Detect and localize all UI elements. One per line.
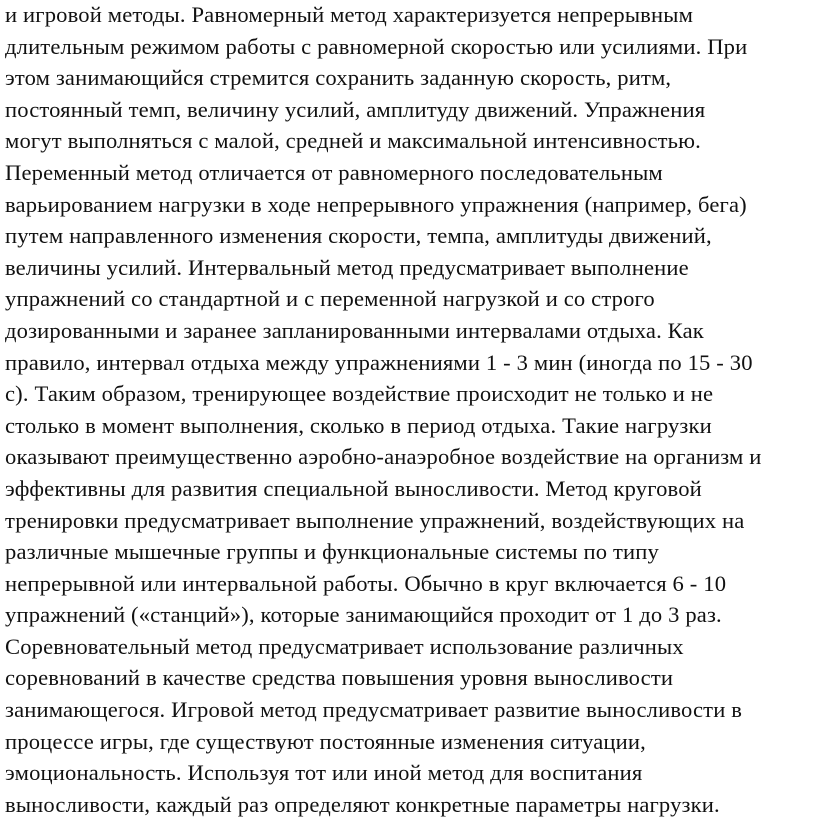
text-line: оказывают преимущественно аэробно-анаэробное воздействие на организм и <box>5 444 762 470</box>
text-line: выносливости, каждый раз определяют конкретные параметры нагрузки. <box>5 791 720 817</box>
text-line: тренировки предусматривает выполнение упражнений, воздействующих на <box>5 507 745 533</box>
text-line: эмоциональность. Используя тот или иной метод для воспитания <box>5 760 643 786</box>
text-line: с). Таким образом, тренирующее воздействие происходит не только и не <box>5 381 714 407</box>
text-line: различные мышечные группы и функциональные системы по типу <box>5 539 659 565</box>
text-line: длительным режимом работы с равномерной скоростью или усилиями. При <box>5 33 748 59</box>
text-line: дозированными и заранее запланированными интервалами отдыха. Как <box>5 317 704 343</box>
text-line: этом занимающийся стремится сохранить заданную скорость, ритм, <box>5 65 672 91</box>
text-line: могут выполняться с малой, средней и максимальной интенсивностью. <box>5 128 701 154</box>
text-line: варьированием нагрузки в ходе непрерывного упражнения (например, бега) <box>5 191 747 217</box>
document-page <box>5 0 816 817</box>
text-line: непрерывной или интервальной работы. Обычно в круг включается 6 - 10 <box>5 570 727 596</box>
text-line: Соревновательный метод предусматривает использование различных <box>5 633 684 659</box>
text-line: Переменный метод отличается от равномерного последовательным <box>5 159 663 185</box>
text-line: упражнений со стандартной и с переменной нагрузкой и со строго <box>5 286 655 312</box>
text-line: столько в момент выполнения, сколько в период отдыха. Такие нагрузки <box>5 412 712 438</box>
text-line: упражнений («станций»), которые занимающийся проходит от 1 до 3 раз. <box>5 602 722 628</box>
text-line: процессе игры, где существуют постоянные изменения ситуации, <box>5 728 646 754</box>
text-line: соревнований в качестве средства повышения уровня выносливости <box>5 665 674 691</box>
text-line: путем направленного изменения скорости, темпа, амплитуды движений, <box>5 223 712 249</box>
text-line: и игровой методы. Равномерный метод характеризуется непрерывным <box>5 2 694 27</box>
text-line: постоянный темп, величину усилий, амплитуду движений. Упражнения <box>5 96 706 122</box>
text-line: занимающегося. Игровой метод предусматривает развитие выносливости в <box>5 697 743 723</box>
text-line: правило, интервал отдыха между упражнениями 1 - 3 мин (иногда по 15 - 30 <box>5 349 753 375</box>
text-line: величины усилий. Интервальный метод предусматривает выполнение <box>5 254 689 280</box>
text-line: эффективны для развития специальной выносливости. Метод круговой <box>5 475 702 501</box>
